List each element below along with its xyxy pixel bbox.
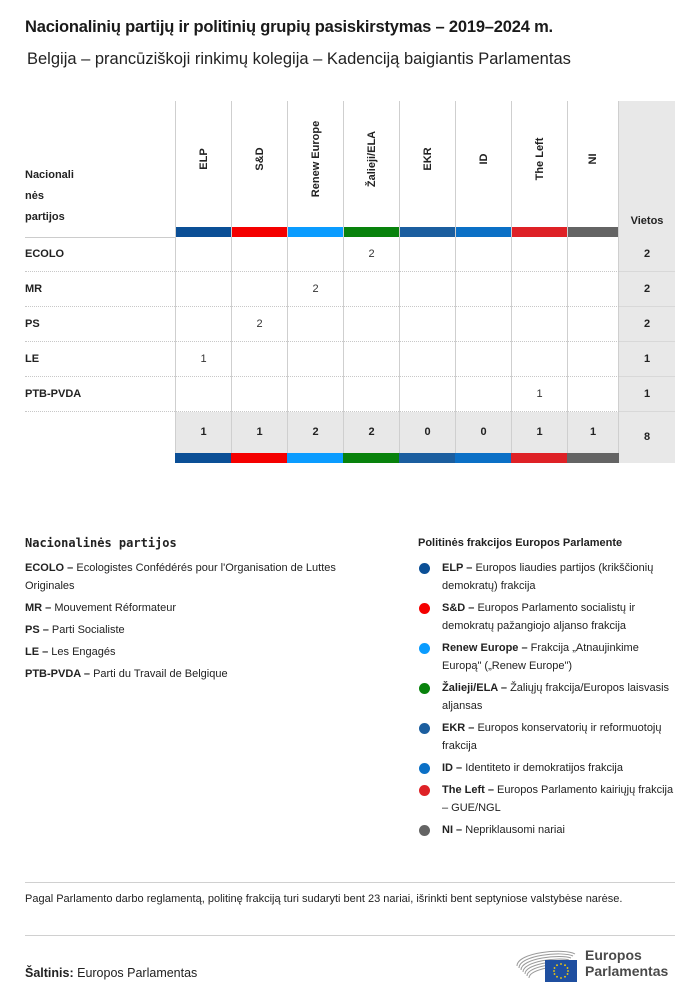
source-line: Šaltinis: Europos Parlamentas [25, 966, 198, 980]
legend-item: ECOLO – Ecologistes Confédérés pour l'Organisation de Luttes Originales [25, 562, 336, 592]
legend-item: NI – Nepriklausomi nariai [418, 821, 678, 839]
legend-item: The Left – Europos Parlamento kairiųjų frakcija – GUE/NGL [418, 781, 678, 817]
group-column-header: EKR [399, 101, 455, 237]
party-name: LE [25, 353, 40, 365]
color-dot-icon [419, 643, 430, 654]
group-column-header: ELP [175, 101, 231, 237]
group-color-bar [343, 453, 399, 463]
color-dot-icon [419, 825, 430, 836]
party-column-header: Nacionali nės partijos [25, 169, 74, 223]
legend-heading: Politinės frakcijos Europos Parlamente [418, 537, 623, 549]
legend-heading: Nacionalinės partijos [25, 536, 177, 550]
parliament-hemicycle-icon [515, 944, 581, 984]
legend-item: ELP – Europos liaudies partijos (krikščionių demokratų) frakcija [418, 559, 678, 595]
table-row: PS 2 2 [25, 307, 675, 342]
group-color-bar [344, 227, 399, 237]
table-row: LE 1 1 [25, 342, 675, 377]
group-color-bar [567, 453, 619, 463]
legend-item: PS – Parti Socialiste [25, 624, 125, 636]
grand-total: 8 [619, 412, 675, 463]
color-dot-icon [419, 563, 430, 574]
legend-item: LE – Les Engagés [25, 646, 116, 658]
color-dot-icon [419, 785, 430, 796]
table-row: MR 2 2 [25, 272, 675, 307]
group-column-header: Renew Europe [287, 101, 343, 237]
group-totals-row: 1 1 2 2 0 0 1 1 8 [25, 412, 675, 463]
row-total: 1 [619, 342, 675, 377]
footnote: Pagal Parlamento darbo reglamentą, politinę frakciją turi sudaryti bent 23 nariai, išrinkti bent septyniose valstybėse narėse. [25, 893, 623, 905]
divider [25, 882, 675, 883]
legend-item: ID – Identiteto ir demokratijos frakcija [418, 759, 678, 777]
party-name: ECOLO [25, 248, 65, 260]
political-groups-legend [418, 537, 678, 843]
color-dot-icon [419, 763, 430, 774]
divider [25, 935, 675, 936]
group-color-bar [568, 227, 618, 237]
group-color-bar [456, 227, 511, 237]
party-name: PS [25, 318, 40, 330]
group-color-bar [511, 453, 567, 463]
party-name: MR [25, 283, 43, 295]
group-column-header: The Left [511, 101, 567, 237]
legend-item: Renew Europe – Frakcija „Atnaujinkime Europą" („Renew Europe") [418, 639, 678, 675]
group-color-bar [232, 227, 287, 237]
group-color-bar [175, 453, 231, 463]
page-subtitle: Belgija – prancūziškoji rinkimų kolegija – Kadenciją baigiantis Parlamentas [27, 50, 571, 68]
table-header [25, 101, 675, 237]
group-column-header: Žalieji/ELA [343, 101, 399, 237]
group-color-bar [455, 453, 511, 463]
group-color-bar [399, 453, 455, 463]
table-row: PTB-PVDA 1 1 [25, 377, 675, 412]
legend-item: S&D – Europos Parlamento socialistų ir demokratų pažangiojo aljanso frakcija [418, 599, 678, 635]
group-color-bar [176, 227, 231, 237]
group-color-bar [400, 227, 455, 237]
european-parliament-logo [515, 944, 680, 984]
table-row: ECOLO 2 2 [25, 237, 675, 272]
legend-item: PTB-PVDA – Parti du Travail de Belgique [25, 668, 228, 680]
logo-text: Europos Parlamentas [585, 947, 669, 979]
group-color-bar [512, 227, 567, 237]
group-color-bar [288, 227, 343, 237]
national-parties-legend [25, 536, 385, 687]
legend-item: MR – Mouvement Réformateur [25, 602, 177, 614]
page-title: Nacionalinių partijų ir politinių grupių pasiskirstymas – 2019–2024 m. [25, 18, 553, 36]
color-dot-icon [419, 683, 430, 694]
legend-item: EKR – Europos konservatorių ir reformuotojų frakcija [418, 719, 678, 755]
group-column-header: NI [567, 101, 619, 237]
seats-column-header: Vietos [619, 101, 675, 237]
group-color-bar [231, 453, 287, 463]
group-color-bar [287, 453, 343, 463]
group-column-header: S&D [231, 101, 287, 237]
row-total: 2 [619, 237, 675, 272]
row-total: 2 [619, 307, 675, 342]
row-total: 2 [619, 272, 675, 307]
legend-item: Žalieji/ELA – Žaliųjų frakcija/Europos laisvasis aljansas [418, 679, 678, 715]
color-dot-icon [419, 723, 430, 734]
group-column-header: ID [455, 101, 511, 237]
color-dot-icon [419, 603, 430, 614]
party-name: PTB-PVDA [25, 388, 82, 400]
row-total: 1 [619, 377, 675, 412]
